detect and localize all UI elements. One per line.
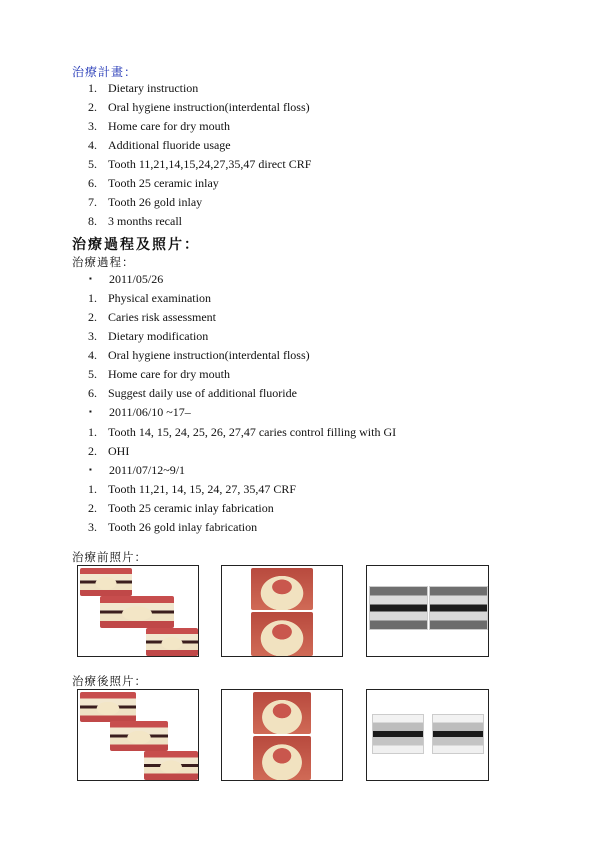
list-item: 8. 3 months recall xyxy=(88,214,182,228)
after-occlusal-photo-box xyxy=(221,689,343,781)
before-photos-label: 治療前照片： xyxy=(72,552,147,564)
occlusal-photo xyxy=(251,568,313,610)
list-item: 1. Physical examination xyxy=(88,291,211,305)
xray-image xyxy=(429,586,488,630)
list-item: 4. Additional fluoride usage xyxy=(88,138,231,152)
list-item: ▪ 2011/07/12~9/1 xyxy=(89,463,186,477)
list-item: 6. Tooth 25 ceramic inlay xyxy=(88,176,219,190)
treatment-plan-heading: 治療計畫： xyxy=(72,65,138,79)
section-title: 治療過程及照片： xyxy=(72,237,200,253)
list-item: 2. OHI xyxy=(88,444,130,458)
before-intraoral-photo-box xyxy=(77,565,199,657)
xray-image xyxy=(372,714,424,754)
intraoral-photo xyxy=(110,721,168,751)
process-sub-heading: 治療過程： xyxy=(72,257,135,269)
intraoral-photo xyxy=(100,596,174,628)
list-item: 1. Tooth 11,21, 14, 15, 24, 27, 35,47 CRF xyxy=(88,482,297,496)
before-xray-photo-box xyxy=(366,565,489,657)
bullet-icon: ▪ xyxy=(89,407,92,416)
list-item: 4. Oral hygiene instruction(interdental floss) xyxy=(88,348,310,362)
list-item: ▪ 2011/06/10 ~17– xyxy=(89,405,191,419)
occlusal-photo xyxy=(251,612,313,656)
occlusal-photo xyxy=(253,736,311,780)
intraoral-photo xyxy=(80,692,136,722)
list-item: 6. Suggest daily use of additional fluoride xyxy=(88,386,297,400)
bullet-icon: ▪ xyxy=(89,465,92,474)
after-intraoral-photo-box xyxy=(77,689,199,781)
list-item: 5. Tooth 11,21,14,15,24,27,35,47 direct CRF xyxy=(88,157,312,171)
xray-image xyxy=(432,714,484,754)
intraoral-photo xyxy=(144,751,198,780)
xray-image xyxy=(369,586,428,630)
before-occlusal-photo-box xyxy=(221,565,343,657)
list-item: 1. Dietary instruction xyxy=(88,81,199,95)
bullet-icon: ▪ xyxy=(89,274,92,283)
list-item: 7. Tooth 26 gold inlay xyxy=(88,195,203,209)
list-item: 2. Tooth 25 ceramic inlay fabrication xyxy=(88,501,274,515)
list-item: 3. Home care for dry mouth xyxy=(88,119,230,133)
list-item: 1. Tooth 14, 15, 24, 25, 26, 27,47 caries control filling with GI xyxy=(88,425,397,439)
after-photos-label: 治療後照片： xyxy=(72,676,147,688)
list-item: 3. Dietary modification xyxy=(88,329,209,343)
intraoral-photo xyxy=(146,628,198,656)
list-item: 5. Home care for dry mouth xyxy=(88,367,230,381)
after-xray-photo-box xyxy=(366,689,489,781)
list-item: 2. Caries risk assessment xyxy=(88,310,216,324)
list-item: 2. Oral hygiene instruction(interdental floss) xyxy=(88,100,310,114)
intraoral-photo xyxy=(80,568,132,596)
list-item: ▪ 2011/05/26 xyxy=(89,272,164,286)
list-item: 3. Tooth 26 gold inlay fabrication xyxy=(88,520,258,534)
occlusal-photo xyxy=(253,692,311,734)
